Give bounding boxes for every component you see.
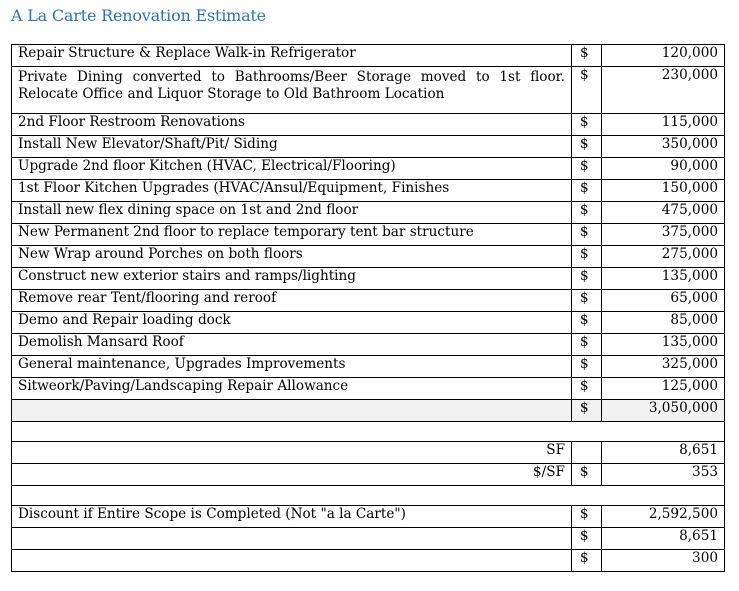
estimate-table bbox=[11, 44, 725, 572]
item-amount: 120,000 bbox=[602, 45, 725, 67]
line-item-row bbox=[12, 45, 725, 67]
line-item-row bbox=[12, 158, 725, 180]
item-amount: 125,000 bbox=[602, 378, 725, 400]
currency-symbol: $ bbox=[572, 224, 602, 246]
line-item-row bbox=[12, 180, 725, 202]
item-description: Install New Elevator/Shaft/Pit/ Siding bbox=[12, 136, 572, 158]
currency-symbol: $ bbox=[572, 45, 602, 67]
discount-row bbox=[12, 506, 725, 528]
item-description: Private Dining converted to Bathrooms/Beer Storage moved to 1st floor. Relocate Office and Liquor Storage to Old Bathroom Location bbox=[12, 67, 572, 114]
sf-label: SF bbox=[12, 442, 572, 464]
line-item-row bbox=[12, 114, 725, 136]
line-items bbox=[12, 45, 725, 400]
sf-row bbox=[12, 442, 725, 464]
discount-label: Discount if Entire Scope is Completed (Not "a la Carte") bbox=[12, 506, 572, 528]
discount-sf-row bbox=[12, 528, 725, 550]
item-amount: 150,000 bbox=[602, 180, 725, 202]
item-description: New Wrap around Porches on both floors bbox=[12, 246, 572, 268]
currency-symbol: $ bbox=[572, 334, 602, 356]
item-description: Remove rear Tent/flooring and reroof bbox=[12, 290, 572, 312]
item-amount: 135,000 bbox=[602, 334, 725, 356]
currency-symbol: $ bbox=[572, 464, 602, 486]
line-item-row bbox=[12, 246, 725, 268]
page-title: A La Carte Renovation Estimate bbox=[11, 6, 266, 25]
currency-symbol: $ bbox=[572, 290, 602, 312]
item-description: Demolish Mansard Roof bbox=[12, 334, 572, 356]
discount-per-sf-amount: 300 bbox=[602, 550, 725, 572]
spacer-row bbox=[12, 422, 725, 442]
total-label-cell bbox=[12, 400, 572, 422]
line-item-row bbox=[12, 356, 725, 378]
line-item-row bbox=[12, 224, 725, 246]
currency-symbol: $ bbox=[572, 114, 602, 136]
item-description: Repair Structure & Replace Walk-in Refrigerator bbox=[12, 45, 572, 67]
item-amount: 375,000 bbox=[602, 224, 725, 246]
currency-symbol: $ bbox=[572, 202, 602, 224]
item-amount: 475,000 bbox=[602, 202, 725, 224]
item-description: General maintenance, Upgrades Improvements bbox=[12, 356, 572, 378]
line-item-row bbox=[12, 67, 725, 114]
line-item-row bbox=[12, 202, 725, 224]
item-amount: 115,000 bbox=[602, 114, 725, 136]
currency-symbol: $ bbox=[572, 268, 602, 290]
line-item-row bbox=[12, 136, 725, 158]
per-sf-row bbox=[12, 464, 725, 486]
per-sf-amount: 353 bbox=[602, 464, 725, 486]
item-amount: 325,000 bbox=[602, 356, 725, 378]
currency-symbol: $ bbox=[572, 356, 602, 378]
currency-symbol: $ bbox=[572, 312, 602, 334]
discount-amount: 2,592,500 bbox=[602, 506, 725, 528]
currency-symbol: $ bbox=[572, 180, 602, 202]
currency-symbol: $ bbox=[572, 378, 602, 400]
item-amount: 230,000 bbox=[602, 67, 725, 114]
item-description: Construct new exterior stairs and ramps/lighting bbox=[12, 268, 572, 290]
currency-symbol: $ bbox=[572, 136, 602, 158]
currency-symbol: $ bbox=[572, 506, 602, 528]
discount-per-sf-row bbox=[12, 550, 725, 572]
spacer-row bbox=[12, 486, 725, 506]
item-description: Upgrade 2nd floor Kitchen (HVAC, Electrical/Flooring) bbox=[12, 158, 572, 180]
line-item-row bbox=[12, 334, 725, 356]
item-description: Demo and Repair loading dock bbox=[12, 312, 572, 334]
item-description: 2nd Floor Restroom Renovations bbox=[12, 114, 572, 136]
item-description: 1st Floor Kitchen Upgrades (HVAC/Ansul/Equipment, Finishes bbox=[12, 180, 572, 202]
line-item-row bbox=[12, 378, 725, 400]
currency-symbol: $ bbox=[572, 550, 602, 572]
item-amount: 90,000 bbox=[602, 158, 725, 180]
item-amount: 85,000 bbox=[602, 312, 725, 334]
line-item-row bbox=[12, 268, 725, 290]
item-amount: 135,000 bbox=[602, 268, 725, 290]
sf-amount: 8,651 bbox=[602, 442, 725, 464]
total-amount: 3,050,000 bbox=[602, 400, 725, 422]
item-description: Sitweork/Paving/Landscaping Repair Allowance bbox=[12, 378, 572, 400]
currency-symbol: $ bbox=[572, 400, 602, 422]
currency-symbol: $ bbox=[572, 67, 602, 114]
item-description: Install new flex dining space on 1st and 2nd floor bbox=[12, 202, 572, 224]
item-description: New Permanent 2nd floor to replace temporary tent bar structure bbox=[12, 224, 572, 246]
item-amount: 275,000 bbox=[602, 246, 725, 268]
discount-sf-amount: 8,651 bbox=[602, 528, 725, 550]
line-item-row bbox=[12, 290, 725, 312]
total-row bbox=[12, 400, 725, 422]
currency-symbol: $ bbox=[572, 528, 602, 550]
currency-symbol: $ bbox=[572, 246, 602, 268]
line-item-row bbox=[12, 312, 725, 334]
per-sf-label: $/SF bbox=[12, 464, 572, 486]
item-amount: 350,000 bbox=[602, 136, 725, 158]
currency-symbol: $ bbox=[572, 158, 602, 180]
item-amount: 65,000 bbox=[602, 290, 725, 312]
